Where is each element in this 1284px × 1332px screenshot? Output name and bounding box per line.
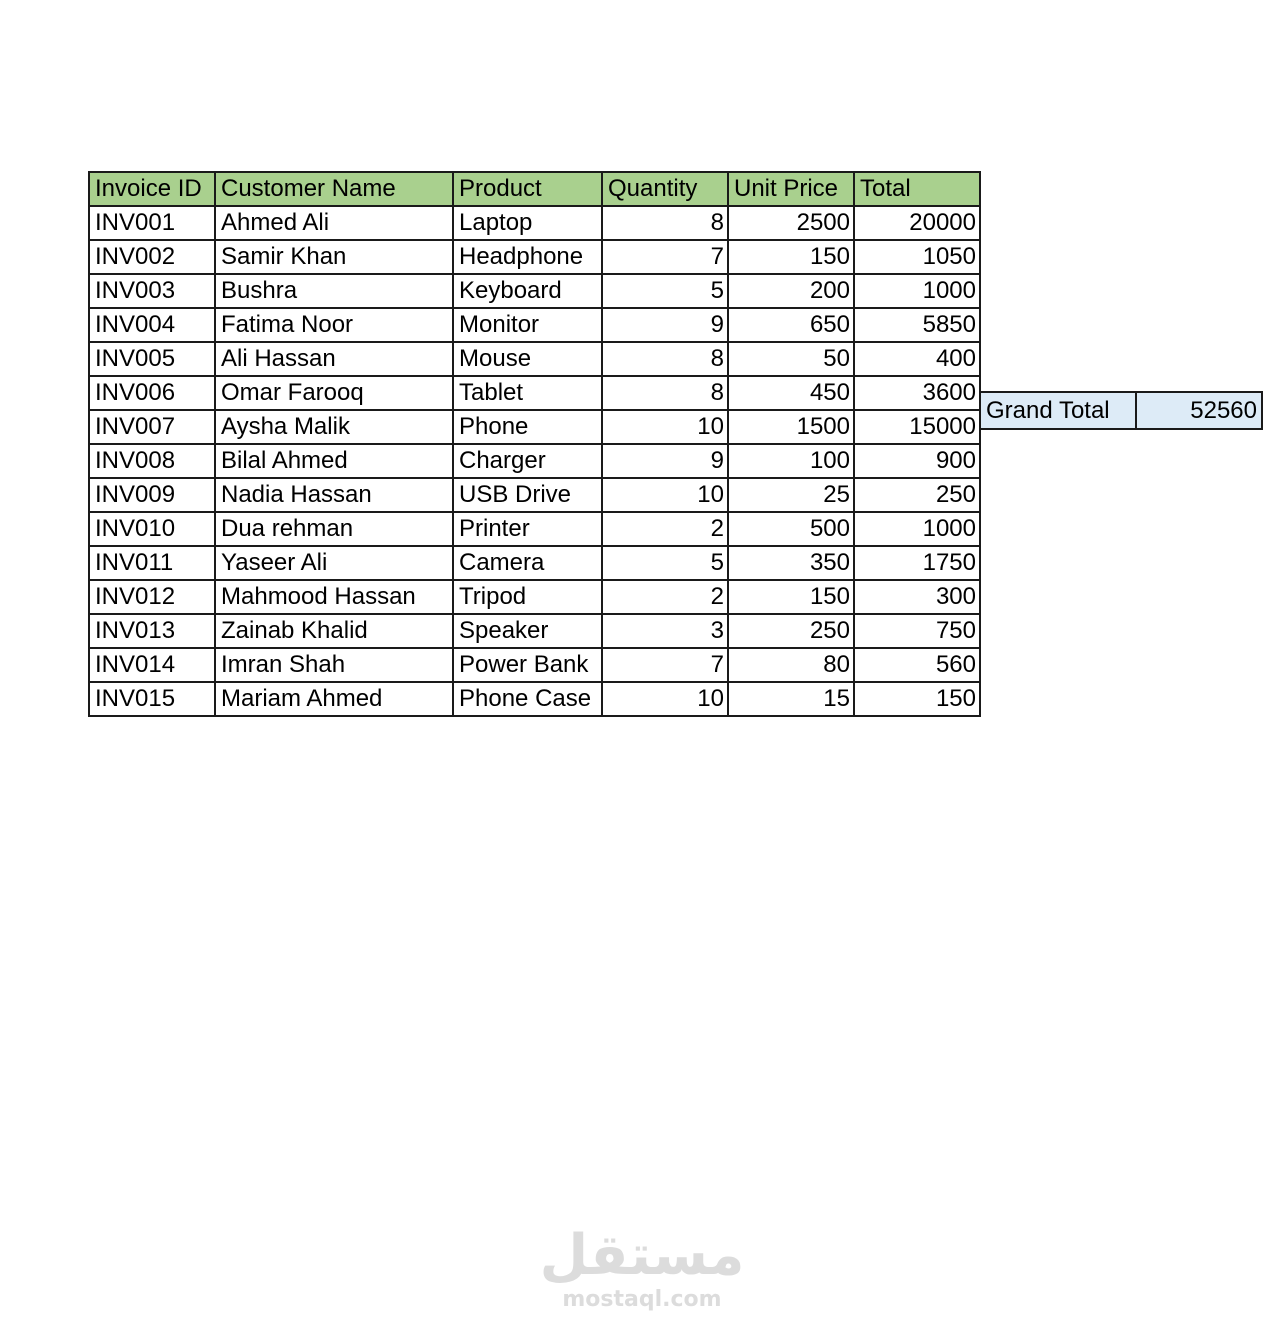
cell-total[interactable]: 750 bbox=[854, 614, 980, 648]
cell-product[interactable]: Mouse bbox=[453, 342, 602, 376]
header-quantity[interactable]: Quantity bbox=[602, 172, 728, 206]
cell-quantity[interactable]: 9 bbox=[602, 444, 728, 478]
watermark bbox=[0, 1224, 1284, 1312]
cell-customer-name[interactable]: Bushra bbox=[215, 274, 453, 308]
cell-unit-price[interactable]: 150 bbox=[728, 580, 854, 614]
grand-total-row bbox=[980, 392, 1262, 429]
cell-product[interactable]: Charger bbox=[453, 444, 602, 478]
cell-product[interactable]: Printer bbox=[453, 512, 602, 546]
cell-invoice-id[interactable]: INV009 bbox=[89, 478, 215, 512]
table-row bbox=[89, 444, 980, 478]
cell-unit-price[interactable]: 100 bbox=[728, 444, 854, 478]
cell-customer-name[interactable]: Ahmed Ali bbox=[215, 206, 453, 240]
cell-customer-name[interactable]: Mahmood Hassan bbox=[215, 580, 453, 614]
cell-total[interactable]: 3600 bbox=[854, 376, 980, 410]
cell-total[interactable]: 900 bbox=[854, 444, 980, 478]
cell-quantity[interactable]: 5 bbox=[602, 274, 728, 308]
grand-total-label[interactable]: Grand Total bbox=[980, 392, 1136, 429]
header-customer-name[interactable]: Customer Name bbox=[215, 172, 453, 206]
cell-quantity[interactable]: 8 bbox=[602, 342, 728, 376]
cell-invoice-id[interactable]: INV013 bbox=[89, 614, 215, 648]
cell-quantity[interactable]: 10 bbox=[602, 410, 728, 444]
watermark-domain: mostaql.com bbox=[562, 1287, 722, 1312]
cell-unit-price[interactable]: 25 bbox=[728, 478, 854, 512]
cell-quantity[interactable]: 8 bbox=[602, 376, 728, 410]
cell-unit-price[interactable]: 650 bbox=[728, 308, 854, 342]
cell-product[interactable]: Power Bank bbox=[453, 648, 602, 682]
cell-total[interactable]: 5850 bbox=[854, 308, 980, 342]
grand-total-value[interactable]: 52560 bbox=[1136, 392, 1262, 429]
cell-product[interactable]: Tripod bbox=[453, 580, 602, 614]
cell-quantity[interactable]: 7 bbox=[602, 648, 728, 682]
cell-unit-price[interactable]: 500 bbox=[728, 512, 854, 546]
cell-quantity[interactable]: 8 bbox=[602, 206, 728, 240]
cell-invoice-id[interactable]: INV010 bbox=[89, 512, 215, 546]
cell-customer-name[interactable]: Imran Shah bbox=[215, 648, 453, 682]
watermark-logo: مستقل bbox=[539, 1223, 745, 1288]
grand-total-box bbox=[979, 391, 1263, 430]
invoice-table bbox=[88, 171, 981, 717]
table-row bbox=[89, 614, 980, 648]
cell-product[interactable]: Keyboard bbox=[453, 274, 602, 308]
cell-invoice-id[interactable]: INV003 bbox=[89, 274, 215, 308]
table-row bbox=[89, 478, 980, 512]
cell-product[interactable]: Tablet bbox=[453, 376, 602, 410]
cell-invoice-id[interactable]: INV006 bbox=[89, 376, 215, 410]
cell-customer-name[interactable]: Dua rehman bbox=[215, 512, 453, 546]
cell-invoice-id[interactable]: INV011 bbox=[89, 546, 215, 580]
cell-invoice-id[interactable]: INV005 bbox=[89, 342, 215, 376]
cell-customer-name[interactable]: Ali Hassan bbox=[215, 342, 453, 376]
table-row bbox=[89, 512, 980, 546]
cell-quantity[interactable]: 2 bbox=[602, 580, 728, 614]
cell-total[interactable]: 1000 bbox=[854, 274, 980, 308]
cell-unit-price[interactable]: 200 bbox=[728, 274, 854, 308]
cell-total[interactable]: 560 bbox=[854, 648, 980, 682]
cell-customer-name[interactable]: Mariam Ahmed bbox=[215, 682, 453, 716]
header-unit-price[interactable]: Unit Price bbox=[728, 172, 854, 206]
cell-product[interactable]: Monitor bbox=[453, 308, 602, 342]
table-row bbox=[89, 580, 980, 614]
table-body bbox=[89, 206, 980, 716]
cell-customer-name[interactable]: Omar Farooq bbox=[215, 376, 453, 410]
cell-product[interactable]: USB Drive bbox=[453, 478, 602, 512]
table-row bbox=[89, 410, 980, 444]
cell-quantity[interactable]: 9 bbox=[602, 308, 728, 342]
cell-customer-name[interactable]: Nadia Hassan bbox=[215, 478, 453, 512]
cell-unit-price[interactable]: 450 bbox=[728, 376, 854, 410]
table-row bbox=[89, 546, 980, 580]
cell-quantity[interactable]: 5 bbox=[602, 546, 728, 580]
cell-invoice-id[interactable]: INV012 bbox=[89, 580, 215, 614]
cell-invoice-id[interactable]: INV001 bbox=[89, 206, 215, 240]
cell-quantity[interactable]: 10 bbox=[602, 682, 728, 716]
cell-quantity[interactable]: 3 bbox=[602, 614, 728, 648]
table-row bbox=[89, 308, 980, 342]
cell-invoice-id[interactable]: INV007 bbox=[89, 410, 215, 444]
cell-unit-price[interactable]: 15 bbox=[728, 682, 854, 716]
table-row bbox=[89, 648, 980, 682]
cell-unit-price[interactable]: 50 bbox=[728, 342, 854, 376]
cell-product[interactable]: Headphone bbox=[453, 240, 602, 274]
table-row bbox=[89, 240, 980, 274]
header-product[interactable]: Product bbox=[453, 172, 602, 206]
header-invoice-id[interactable]: Invoice ID bbox=[89, 172, 215, 206]
cell-total[interactable]: 150 bbox=[854, 682, 980, 716]
cell-product[interactable]: Laptop bbox=[453, 206, 602, 240]
cell-quantity[interactable]: 10 bbox=[602, 478, 728, 512]
cell-invoice-id[interactable]: INV002 bbox=[89, 240, 215, 274]
cell-customer-name[interactable]: Zainab Khalid bbox=[215, 614, 453, 648]
table-row bbox=[89, 206, 980, 240]
cell-customer-name[interactable]: Yaseer Ali bbox=[215, 546, 453, 580]
cell-total[interactable]: 400 bbox=[854, 342, 980, 376]
cell-invoice-id[interactable]: INV004 bbox=[89, 308, 215, 342]
cell-invoice-id[interactable]: INV015 bbox=[89, 682, 215, 716]
cell-product[interactable]: Phone bbox=[453, 410, 602, 444]
cell-product[interactable]: Phone Case bbox=[453, 682, 602, 716]
cell-unit-price[interactable]: 250 bbox=[728, 614, 854, 648]
table-row bbox=[89, 274, 980, 308]
cell-total[interactable]: 20000 bbox=[854, 206, 980, 240]
cell-quantity[interactable]: 7 bbox=[602, 240, 728, 274]
cell-customer-name[interactable]: Samir Khan bbox=[215, 240, 453, 274]
cell-total[interactable]: 300 bbox=[854, 580, 980, 614]
table-row bbox=[89, 342, 980, 376]
cell-total[interactable]: 1000 bbox=[854, 512, 980, 546]
cell-total[interactable]: 250 bbox=[854, 478, 980, 512]
cell-invoice-id[interactable]: INV008 bbox=[89, 444, 215, 478]
header-total[interactable]: Total bbox=[854, 172, 980, 206]
cell-customer-name[interactable]: Fatima Noor bbox=[215, 308, 453, 342]
cell-invoice-id[interactable]: INV014 bbox=[89, 648, 215, 682]
cell-unit-price[interactable]: 2500 bbox=[728, 206, 854, 240]
cell-total[interactable]: 1750 bbox=[854, 546, 980, 580]
cell-unit-price[interactable]: 350 bbox=[728, 546, 854, 580]
cell-product[interactable]: Camera bbox=[453, 546, 602, 580]
table-row bbox=[89, 376, 980, 410]
cell-total[interactable]: 15000 bbox=[854, 410, 980, 444]
cell-unit-price[interactable]: 80 bbox=[728, 648, 854, 682]
cell-unit-price[interactable]: 150 bbox=[728, 240, 854, 274]
cell-unit-price[interactable]: 1500 bbox=[728, 410, 854, 444]
cell-quantity[interactable]: 2 bbox=[602, 512, 728, 546]
cell-customer-name[interactable]: Aysha Malik bbox=[215, 410, 453, 444]
table-row bbox=[89, 682, 980, 716]
cell-total[interactable]: 1050 bbox=[854, 240, 980, 274]
header-row bbox=[89, 172, 980, 206]
cell-customer-name[interactable]: Bilal Ahmed bbox=[215, 444, 453, 478]
cell-product[interactable]: Speaker bbox=[453, 614, 602, 648]
